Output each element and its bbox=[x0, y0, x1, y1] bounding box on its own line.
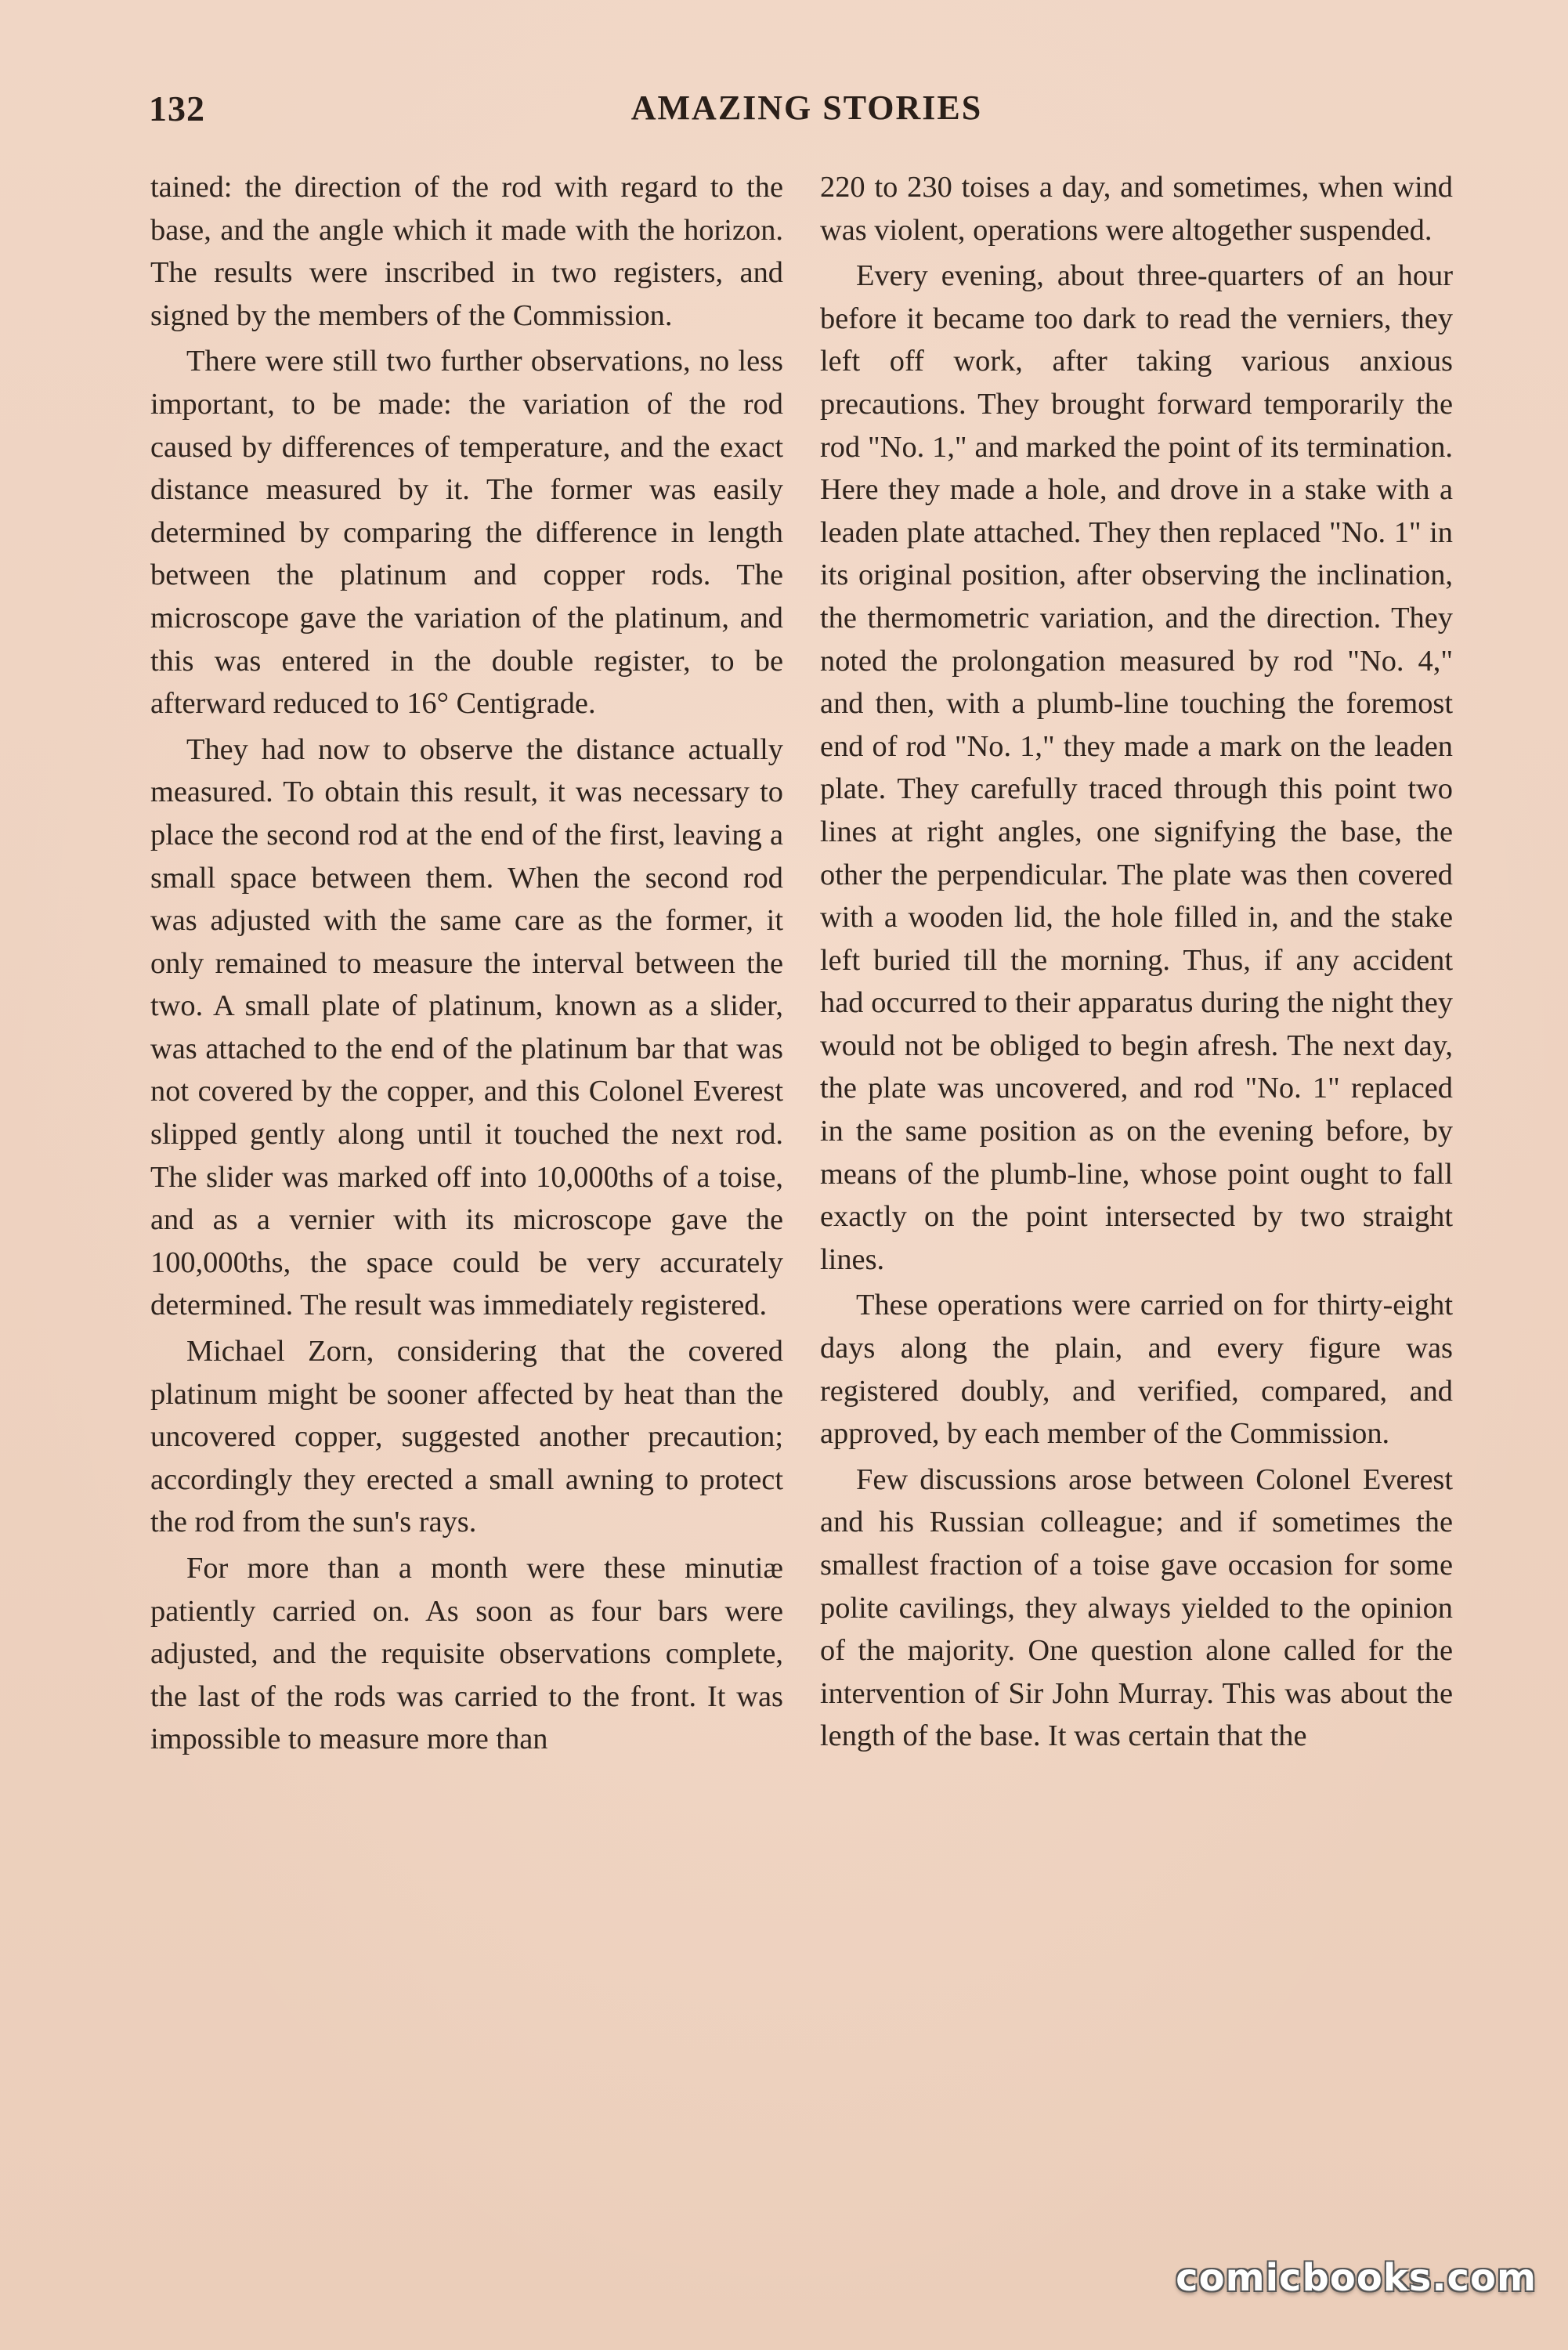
paragraph: tained: the direction of the rod with regard to the base, and the angle which it made with the horizon. The results were inscribed in two registers, and signed by the members of the Commission. bbox=[150, 171, 783, 332]
left-column bbox=[150, 166, 783, 1761]
running-title: AMAZING STORIES bbox=[630, 89, 983, 127]
paragraph: There were still two further observations, no less important, to be made: the variation of the rod caused by differences of temperature, and the exact distance measured by it. The former was easily determined by comparing the difference in length between the platinum and copper rods. The microscope gave the variation of the platinum, and this was entered in the double register, to be afterward reduced to 16° Centigrade. bbox=[150, 345, 783, 721]
paragraph: They had now to observe the distance actually measured. To obtain this result, it was necessary to place the second rod at the end of the first, leaving a small space between them. When the second rod was adjusted with the same care as the former, it only remained to measure the interval between the two. A small plate of platinum, known as a slider, was attached to the end of the platinum bar that was not covered by the copper, and this Colonel Everest slipped gently along until it touched the next rod. The slider was marked off into 10,000ths of a toise, and as a vernier with its microscope gave the 100,000ths, the space could be very accurately determined. The result was immediately registered. bbox=[150, 732, 783, 1322]
paragraph: Few discussions arose between Colonel Everest and his Russian colleague; and if sometimes the smallest fraction of a toise gave occasion for some polite cavilings, they always yielded to the opinion of the majority. One question alone called for the intervention of Sir John Murray. This was about the length of the base. It was certain that the bbox=[820, 1462, 1453, 1753]
page-number: 132 bbox=[149, 89, 205, 128]
site-watermark: comicbooks.com bbox=[1176, 2256, 1537, 2300]
paragraph: Michael Zorn, considering that the covered platinum might be sooner affected by heat than the uncovered copper, suggested another precaution; accordingly they erected a small awning to protect the rod from the sun's rays. bbox=[150, 1335, 783, 1539]
paragraph: Every evening, about three-quarters of an hour before it became too dark to read the verniers, they left off work, after taking various anxious precautions. They brought forward temporarily the rod "No. 1," and marked the point of its termination. Here they made a hole, and drove in a stake with a leaden plate attached. They then replaced "No. 1" in its original position, after observing the inclination, the thermometric variation, and the direction. They noted the prolongation measured by rod "No. 4," and then, with a plumb-line touching the foremost end of rod "No. 1," they made a mark on the leaden plate. They carefully traced through this point two lines at right angles, one signifying the base, the other the perpendicular. The plate was then covered with a wooden lid, the hole filled in, and the stake left buried till the morning. Thus, if any accident had occurred to their apparatus during the night they would not be obliged to begin afresh. The next day, the plate was uncovered, and rod "No. 1" replaced in the same position as on the evening before, by means of the plumb-line, whose point ought to fall exactly on the point intersected by two straight lines. bbox=[820, 259, 1453, 1276]
page-header bbox=[149, 88, 1465, 135]
paragraph: These operations were carried on for thirty-eight days along the plain, and every figure was registered doubly, and verified, compared, and approved, by each member of the Commission. bbox=[820, 1289, 1453, 1451]
right-column bbox=[820, 166, 1453, 1758]
paragraph: For more than a month were these minutiæ patiently carried on. As soon as four bars were adjusted, and the requisite observations complete, the last of the rods was carried to the front. It was impossible to measure more than bbox=[150, 1552, 783, 1756]
paragraph: 220 to 230 toises a day, and sometimes, when wind was violent, operations were altogether suspended. bbox=[820, 171, 1453, 247]
